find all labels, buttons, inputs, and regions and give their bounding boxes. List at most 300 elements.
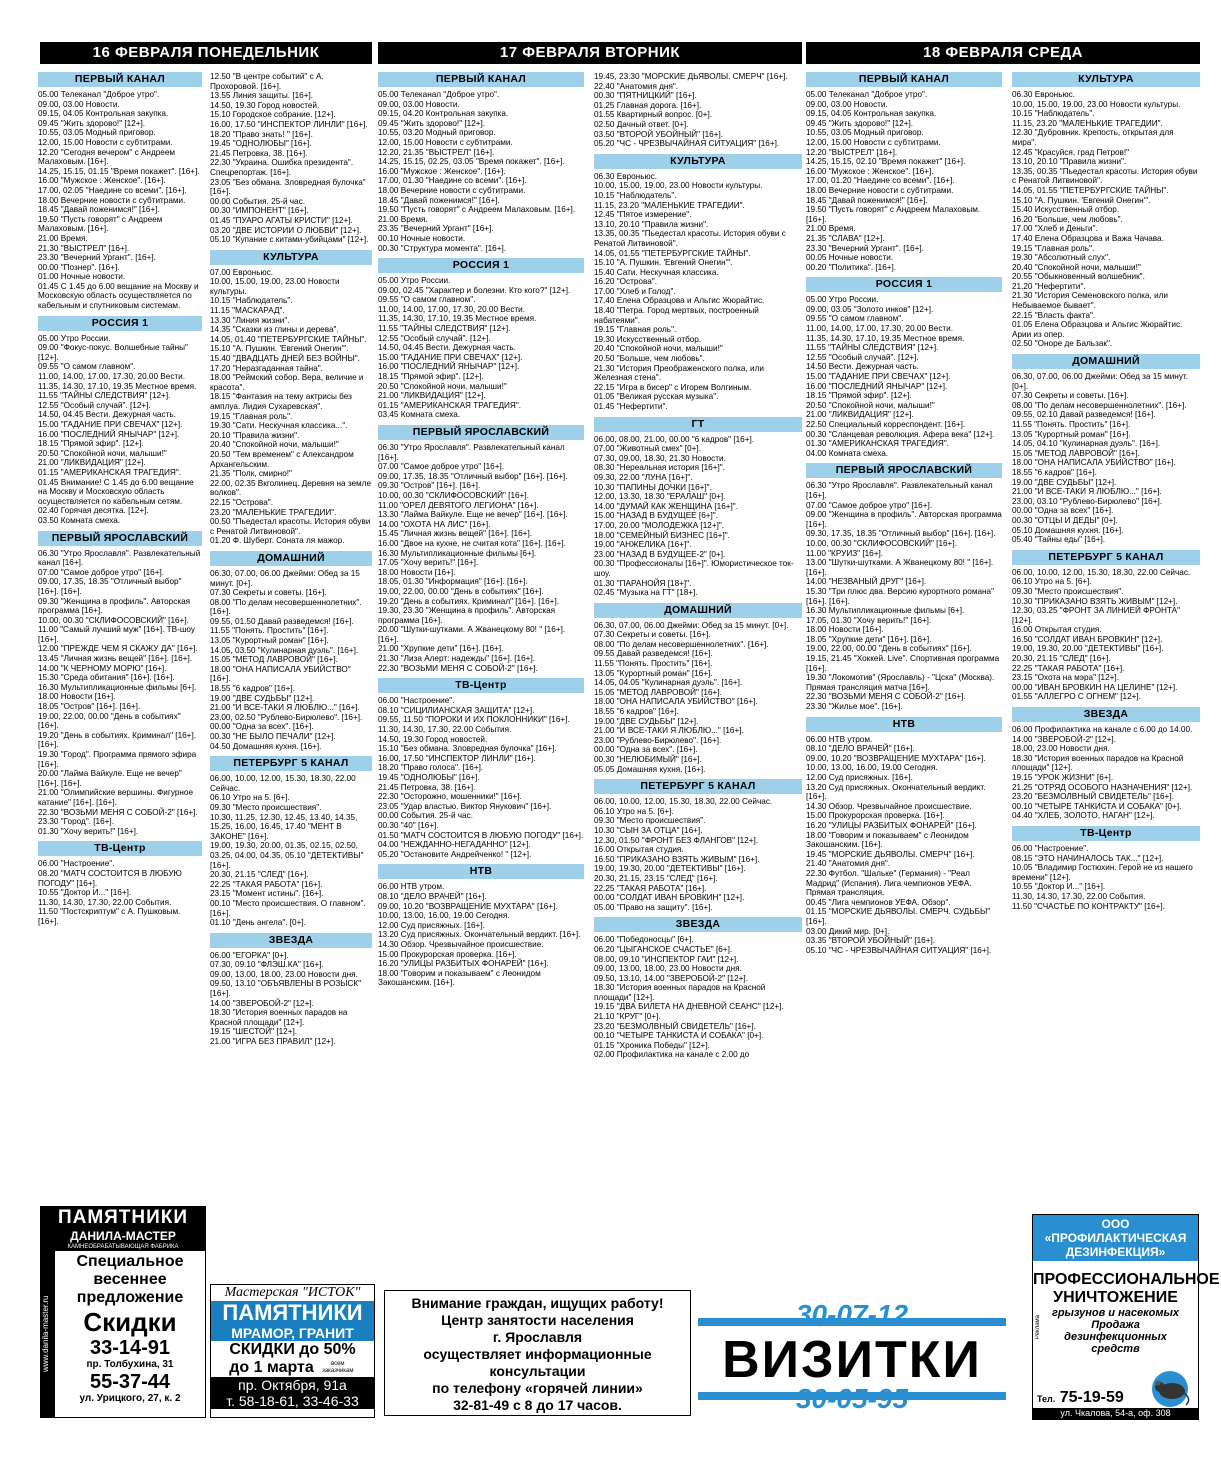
program-listing: 18.00 "Реймский собор. Вера, величие и красота". [210,373,364,392]
program-listing: 10.15 "Наблюдатель". [210,296,293,306]
program-listing: 19.15 "ДВА БИЛЕТА НА ДНЕВНОЙ СЕАНС" [12+]. [594,1002,784,1012]
program-listing: 07.30 Секреты и советы. [16+]. [594,630,711,640]
program-listing: 19.20 "День в событиях. Криминал" [16+]. [16+]. [38,730,197,750]
program-listing: 22.25 "ТАКАЯ РАБОТА" [16+]. [1012,663,1125,673]
program-listing: 01.30 "АМЕРИКАНСКАЯ ТРАГЕДИЯ". [806,439,950,449]
program-listing: 08.10 "ДЕЛО ВРАЧЕЙ" [16+]. [378,891,487,901]
column-6 [1012,72,1200,1206]
program-listing: 15.05 "МЕТОД ЛАВРОВОЙ" [16+]. [1012,448,1140,458]
program-listing: 16.00 Открытая студия. [1012,625,1102,635]
program-listing: 19.45, 23.30 "МОРСКИЕ ДЬЯВОЛЫ. СМЕРЧ" [16+]. [594,72,788,81]
program-listing: 06.10 Утро на 5. [6+]. [210,793,290,803]
program-listing: 17.00 "Хлеб и Деньги". [1012,224,1098,234]
program-listing: 18.05, 01.30 "Информация" [16+]. [16+]. [378,577,528,587]
program-listing: 18.00 Новости [16+]. [378,567,456,577]
program-listing: 15.10 "А. Пушкин. 'Евгений Онегин'". [594,258,733,268]
program-listing: 00.00 "Познер". [16+]. [38,262,120,272]
program-listing: 18.05 "Хрупкие дети" [16+]. [16+]. [806,634,932,644]
ad-line-1: ПРОФЕССИОНАЛЬНОЕ [1033,1271,1220,1288]
program-listing: 14.00 "К ЧЕРНОМУ МОРЮ" [16+]. [38,663,167,673]
program-listing: 17.20 "Неразгаданная тайна". [210,363,323,373]
program-listing: 21.30 "История Преображенского полка, или Железная стена". [594,363,764,383]
program-listing: 15.10 "Без обмана. Зловредная булочка" [16+]. [378,744,557,754]
program-listing: 09.50, 13.10 "ОБЪЯВЛЕНЫ В РОЗЫСК" [16+]. [210,979,362,999]
program-listing: 00.30 "40" [16+]. [378,820,439,830]
program-listing: 15.00 Прокурорская проверка. [16+]. [378,949,517,959]
program-listing: 16.30 Мультипликационные фильмы [6+]. [806,606,965,616]
program-listing: 14.00 "НЕЗВАНЫЙ ДРУГ" [16+]. [806,577,927,587]
program-listing: 07.00 "Самое доброе утро" [16+]. [378,462,505,472]
program-listing: 12.00, 15.00 Новости с субтитрами. [378,137,513,147]
program-listing: 18.05 "Остров" [16+]. [16+]. [38,702,141,712]
program-listing: 23.15 "Момент истины". [16+]. [210,889,324,899]
program-listing: 21.20 "Нефертити". [1012,281,1086,291]
program-listing: 01.05 Елена Образцова и Альгис Жюрайтис. Арии из опер. [1012,320,1183,339]
program-listing: 16.30 Мультипликационные фильмы [6+]. [378,548,537,558]
ad-address: ул. Чкалова, 54-а, оф. 308 [1033,1408,1198,1419]
program-listing: 09.00, 03.00 Новости. [38,99,120,109]
program-listing: 20.50 "Больше, чем любовь". [594,354,705,364]
program-listing: 05.20 "ЧС - ЧРЕЗВЫЧАЙНАЯ СИТУАЦИЯ" [16+]. [594,139,780,149]
program-listing: 09.15, 04.05 Контрольная закупка. [806,109,937,119]
program-listing: 10.15 "Наблюдатель". [594,190,677,200]
program-listing: 23.30 "Вечерний Ургант". [16+]. [38,253,156,263]
program-listing: 04.00 "НЕЖДАННО-НЕГАДАННО" [12+]. [378,840,531,850]
program-listing: 18.40 "Петра. Город мертвых, построенный набатеями". [594,306,759,325]
program-listing: 14.05, 01.40 "ПЕТЕРБУРГСКИЕ ТАЙНЫ". [210,334,367,344]
program-listing: 01.15 "АМЕРИКАНСКАЯ ТРАГЕДИЯ". [378,400,522,410]
program-listing: 15.45 "Личная жизнь вещей" [16+]. [16+]. [378,529,532,539]
program-listing: 06.30 Евроньюс. [594,171,657,181]
program-listing: 12.00 Суд присяжных. [16+]. [378,920,485,930]
program-listing: 09.00, 10.20 "ВОЗВРАЩЕНИЕ МУХТАРА" [16+]. [378,901,558,911]
program-listing: 18.15 "Прямой эфир". [12+]. [806,391,912,401]
program-listing: 19.15 "Главная роль". [594,325,677,335]
program-listing: 12.20 "ВЫСТРЕЛ" [16+]. [806,147,898,157]
program-listing: 09.30 "Место происшествия". [594,816,706,826]
program-listing: 18.55 "6 кадров" [16+]. [210,684,295,694]
program-listing: 01.05 "Великая русская музыка". [594,392,719,402]
program-listing: 01.30 "ПАРАНОЙЯ [18+]". [594,578,692,588]
program-listing: 20.50 "Спокойной ночи, малыши!" [806,400,935,410]
ad-phone-2: 30-05-95 [795,1383,909,1414]
program-listing: 10.00, 13.00, 16.00, 19.00 Сегодня. [378,911,510,921]
program-listing: 11.55 "ТАЙНЫ СЛЕДСТВИЯ" [12+]. [806,343,939,353]
program-listing: 21.10 "КРУГ" [0+]. [594,1012,661,1022]
program-listing: 15.30 "Среда обитания" [16+]. [16+]. [38,673,175,683]
channel-header: РОССИЯ 1 [806,277,1002,292]
column-5 [806,72,1002,1294]
notice-line-6: по телефону «горячей линии» [432,1380,643,1396]
program-listing: 17.05, 01.30 "Хочу верить!" [16+]. [806,615,932,625]
channel-header: ПЕРВЫЙ ЯРОСЛАВСКИЙ [806,463,1002,478]
ad-discount: Скидки [83,1307,177,1337]
program-listing: 18.15 "Прямой эфир". [12+]. [38,439,144,449]
program-listing: 14.50, 19.30 Город новостей. [210,100,320,110]
channel-header: ПЕРВЫЙ КАНАЛ [378,72,584,87]
program-listing: 09.15, 04.20 Контрольная закупка. [378,109,509,119]
ad-pamyatniki-istok [210,1284,375,1418]
program-listing: 00.45 "Лига чемпионов УЕФА. Обзор". [806,897,951,907]
channel-header: РОССИЯ 1 [378,258,584,273]
program-listing: 14.50, 19.30 Город новостей. [378,734,488,744]
program-listing: 10.30 "СЫН ЗА ОТЦА" [16+]. [594,825,703,835]
program-listing: 02.50 Дачный ответ. [0+]. [594,119,689,129]
program-listing: 05.05 Домашняя кухня. [16+]. [594,764,706,774]
program-listing: 01.10 "День ангела". [0+]. [210,918,306,928]
program-listing: 16.50 "СОЛДАТ ИВАН БРОВКИН" [12+]. [1012,634,1163,644]
program-listing: 19.45 "ОДНОЛЮБЫ" [16+]. [378,773,480,782]
program-listing: 12.45 "Красуйся, град Петров!" [1012,147,1130,157]
program-listing: 19.30 "Абсолютный слух". [1012,253,1111,263]
program-listing: 09.00, 10.20 "ВОЗВРАЩЕНИЕ МУХТАРА" [16+]. [806,753,986,763]
program-listing: 18.00 "ОНА НАПИСАЛА УБИЙСТВО" [16+]. [594,697,758,707]
program-listing: 01.55 "АЛЛЕГРО С ОГНЕМ" [12+]. [1012,692,1141,702]
program-listing: 12.55 "Особый случай". [12+]. [38,400,151,410]
program-listing: 06.00 "ЕГОРКА" [0+]. [210,950,289,960]
channel-header: ДОМАШНИЙ [1012,354,1200,369]
program-listing: 00.00 События. 25-й час. [378,811,473,821]
program-listing: 21.45 Петровка, 38. [16+]. [210,148,308,158]
program-listing: 22.30 Футбол. "Шальке" (Германия) - "Реал Мадрид" (Испания). Лига чемпионов УЕФА. Прямая трансляция. [806,868,972,898]
program-listing: 21.00 "ЛИКВИДАЦИЯ" [12+]. [806,410,914,420]
program-listing: 10.00, 15.00, 19.00, 23.00 Новости культуры. [1012,99,1181,109]
program-listing: 12.55 "Особый случай". [12+]. [378,333,491,343]
program-listing: 17.00, 01.20 "Наедине со всеми". [16+]. [806,176,955,186]
program-listing: 09.00, 03.00 Новости. [806,99,888,109]
program-listing: 06.00, 10.00, 12.00, 15.30, 18.30, 22.00 Сейчас. [594,797,773,807]
program-listing: 06.30, 07.00, 06.00 Джейми: Обед за 15 минут. [0+]. [210,568,360,588]
program-listing: 01.50 "МАТЧ СОСТОИТСЯ В ЛЮБУЮ ПОГОДУ" [16+]. [378,830,584,840]
program-listing: 00.30 "ИМПОНЕНТ" [16+]. [210,206,309,216]
program-listing: 20.30, 21.15 "СЛЕД" [16+]. [1012,654,1111,664]
program-listing: 09.00, 02.45 "Характер и болезни. Кто кого?" [12+]. [378,285,571,295]
program-listing: 09.00, 03.05 "Золото инков" [12+]. [806,304,934,314]
program-listing: 15.10 Городское собрание. [12+]. [210,110,336,120]
ad-studio: Мастерская "ИСТОК" [224,1285,361,1300]
program-listing: 00.00 "СОЛДАТ ИВАН БРОВКИН" [12+]. [594,893,745,903]
program-listing: 00.00 "Одна за всех". [16+]. [594,745,698,755]
ad-tel-label: Тел. [1037,1394,1056,1404]
program-listing: 09.30, 22.00 "ЛУНА [16+]". [594,472,693,482]
program-listing: 01.15 "МОРСКИЕ ДЬЯВОЛЫ. СМЕРЧ. СУДЬБЫ" [16+]. [806,907,991,926]
program-listing: 07.00 "Самое доброе утро" [16+]. [806,500,933,510]
program-listing: 05.00 "Право на защиту". [16+]. [594,902,713,912]
program-listing: 22.15 "Острова". [210,497,273,507]
program-listing: 16.00 "ПОСЛЕДНИЙ ЯНЫЧАР" [12+]. [806,381,948,391]
program-listing: 13.05 "Курортный роман" [16+]. [594,668,713,678]
program-listing: 00.00 "Одна за всех" [16+]. [1012,506,1114,516]
program-listing: 20.50 "Тем временем" с Александром Архангельским. [210,449,354,469]
program-listing: 11.55 "Понять. Простить" [16+]. [1012,420,1131,429]
program-listing: 18.00 Вечерние новости с субтитрами. [806,185,954,195]
program-listing: 12.00, 15.00 Новости с субтитрами. [38,137,173,147]
program-listing: 14.00 "ОХОТА НА ЛИС" [16+]. [378,519,491,529]
program-listing: 06.00 Профилактика на канале с 6.00 до 14.00. [1012,725,1193,735]
program-listing: 16.00 "ПОСЛЕДНИЙ ЯНЫЧАР" [12+]. [38,429,180,439]
program-listing: 00.05 Ночные новости. [806,253,894,263]
program-listing: 14.05, 03.50 "Кулинарная дуэль". [16+]. [210,645,359,655]
program-listing: 09.30 "Место происшествия". [1012,586,1124,596]
program-listing: 11.35, 14.30, 17.10, 19.35 Местное время. [378,314,537,324]
column-4 [594,72,802,1294]
channel-header: ТВ-Центр [38,841,202,856]
program-listing: 04.00 Комната смеха. [806,448,889,458]
program-listing: 03.35 "ВТОРОЙ УБОЙНЫЙ" [16+]. [806,936,936,946]
program-listing: 13.35, 00.35 "Пьедестал красоты. История обуви с Ренатой Литвиновой". [1012,166,1198,186]
program-listing: 12.30 "Дубровник. Крепость, открытая для мира". [1012,128,1174,147]
program-listing: 19.00, 19.30, 20.00 "ДЕТЕКТИВЫ" [16+]. [594,864,746,874]
program-listing: 09.30 "Место происшествия". [210,802,322,812]
ad-offer-line3: предложение [76,1289,184,1306]
program-listing: 01.55 Квартирный вопрос. [0+]. [594,110,713,120]
program-listing: 20.30, 21.15 "СЛЕД" [16+]. [210,870,309,880]
program-listing: 04.40 "ХЛЕБ, ЗОЛОТО, НАГАН" [12+]. [1012,811,1155,821]
program-listing: 01.25 Главная дорога. [16+]. [594,100,702,110]
program-listing: 09.55, 01.50 Давай разведемся! [16+]. [210,616,354,626]
program-listing: 14.25, 15.15, 02.25, 03.05 "Время покажет". [16+]. [378,157,565,167]
program-listing: 23.00, 02.50 "Рублево-Бирюлево". [16+]. [210,712,363,722]
program-listing: 22.15 "Игра в бисер" с Игорем Волгиным. [594,382,752,392]
program-listing: 17.40 Елена Образцова и Важа Чачава. [1012,233,1164,243]
program-listing: 19.45 "ОДНОЛЮБЫ" [16+]. [210,139,312,149]
program-listing: 06.00 "Настроение". [38,859,115,869]
program-listing: 09.55 Давай разведемся! [16+]. [594,649,713,659]
program-listing: 11.00, 14.00, 17.00, 17.30, 20.00 Вести. [378,304,526,314]
channel-header: ЗВЕЗДА [1012,707,1200,722]
program-listing: 14.25, 15.15, 02.10 "Время покажет" [16+]. [806,157,966,167]
ad-pamyatniki-danila [40,1206,206,1418]
program-listing: 21.25 "ОТРЯД ОСОБОГО НАЗНАЧЕНИЯ" [12+]. [1012,782,1193,792]
program-listing: 07.30, 09.00, 18.30, 21.30 Новости. [594,453,726,463]
program-listing: 22.00, 02.35 Вкголинец. Деревня на земле волков". [210,478,371,498]
ad-address-2: ул. Урицкого, 27, к. 2 [79,1393,181,1404]
program-listing: 23.30 "Вечерний Ургант". [16+]. [806,243,924,253]
program-listing: 21.30 "Лиза Алерт: надежды" [16+]. [16+]. [378,654,535,664]
program-listing: 22.30 "ВОЗЬМИ МЕНЯ С СОБОЙ-2" [16+]. [38,807,198,817]
program-listing: 08.00 "По делам несовершеннолетних". [16+]. [210,597,362,617]
program-listing: 11.30, 14.30, 17.30, 22.00 События. [38,897,172,907]
ad-title: ПАМЯТНИКИ [211,1301,374,1325]
program-listing: 07.00 Евроньюс. [210,267,273,277]
program-listing: 19.20 "День в событиях. Криминал" [16+]. [16+]. [378,596,560,606]
program-listing: 21.00 "ЛИКВИДАЦИЯ" [12+]. [38,458,146,468]
program-listing: 03.00 Дикий мир. [0+]. [806,926,890,936]
program-listing: 10.00, 15.00, 19.00, 23.00 Новости культуры. [594,181,763,191]
program-listing: 14.05, 04.05 "Кулинарная дуэль". [16+]. [594,678,743,688]
program-listing: 14.50, 04.45 Вести. Дежурная часть. [38,410,176,420]
program-listing: 19.00 "ДВЕ СУДЬБЫ" [12+]. [210,693,315,703]
ad-site: www.danila-master.ru [41,1251,55,1417]
program-listing: 11.15, 23.20 "МАЛЕНЬКИЕ ТРАГЕДИИ". [594,200,745,210]
channel-header: ПЕРВЫЙ ЯРОСЛАВСКИЙ [378,425,584,440]
program-listing: 10.00, 00.30 "СКЛИФОСОВСКИЙ" [16+]. [38,615,189,625]
program-listing: 21.00 "ИГРА БЕЗ ПРАВИЛ" [12+]. [210,1037,336,1047]
program-listing: 12.30, 01.50 "ФРОНТ БЕЗ ФЛАНГОВ" [12+]. [594,835,759,845]
program-listing: 10.55, 03.20 Модный приговор. [378,128,496,138]
program-listing: 15.30 "Три плюс два. Версию курортного романа" [16+]. [16+]. [806,586,995,606]
program-listing: 21.00 Время. [38,233,88,243]
program-listing: 19.00 "ДВЕ СУДЬБЫ" [12+]. [594,716,699,726]
program-listing: 21.00 Время. [806,224,856,234]
program-listing: 00.30 "Сланцевая революция. Афера века" [12+]. [806,429,995,439]
program-listing: 10.55 "Доктор И..." [16+]. [1012,882,1106,892]
program-listing: 01.15 "АМЕРИКАНСКАЯ ТРАГЕДИЯ". [38,467,182,477]
program-listing: 10.30, 11.25, 12.30, 12.45, 13.40, 14.35, 15.25, 16.00, 16.45, 17.40 "МЕНТ В ЗАКОНЕ" [16+]. [210,812,358,841]
program-listing: 18.00 Новости [16+]. [38,692,116,702]
program-listing: 18.30 "История военных парадов на Красной площади" [12+]. [1012,753,1184,773]
column-2 [210,72,372,1280]
ad-line-2: УНИЧТОЖЕНИЕ [1053,1289,1178,1306]
program-listing: 09.55 "О самом главном". [38,362,136,372]
program-listing: 07.30 Секреты и советы. [16+]. [210,588,327,598]
program-listing: 14.50, 04.45 Вести. Дежурная часть. [378,343,516,353]
program-listing: 06.00, 10.00, 12.00, 15.30, 18.30, 22.00 Сейчас. [210,774,356,793]
program-listing: 18.00 Вечерние новости с субтитрами. [378,185,526,195]
program-listing: 18.45 "Давай поженимся!" [16+]. [378,195,500,205]
program-listing: 18.00, 23.00 Новости дня. [1012,744,1110,754]
program-listing: 19.00, 22.00, 00.00 "День в событиях" [16+]. [38,711,181,731]
program-listing: 06.30, 07.00, 06.00 Джейми: Обед за 15 минут. [0+]. [1012,372,1189,391]
program-listing: 06.30 "Утро Ярославля". Развлекательный канал [16+]. [378,443,565,462]
ad-factory: КАМНЕОБРАБАТЫВАЮЩАЯ ФАБРИКА [41,1243,205,1251]
notice-line-5: консультации [489,1363,586,1379]
program-listing: 12.00 "ПРЕЖДЕ ЧЕМ Я СКАЖУ ДА" [16+]. [38,644,198,654]
program-listing: 09.00, 17.35, 18.35 "Отличный выбор" [16+]. [16+]. [378,471,568,481]
program-listing: 19.00 "АНЖЕЛИКА [16+]". [594,540,692,550]
program-listing: 18.15 "Фантазия на тему актрисы без амплуа. Лидия Сухаревская". [210,392,352,411]
channel-header: ПЕТЕРБУРГ 5 КАНАЛ [1012,550,1200,565]
program-listing: 06.20 "ЦЫГАНСКОЕ СЧАСТЬЕ" [6+]. [594,944,733,954]
program-listing: 14.50 Вести. Дежурная часть. [806,362,919,372]
program-listing: 10.55 "Доктор И..." [16+]. [38,888,132,898]
program-listing: 22.30 "ВОЗЬМИ МЕНЯ С СОБОЙ-2" [16+]. [378,663,538,673]
program-listing: 17.00, 02.05 "Наедине со всеми". [16+]. [38,185,187,195]
program-listing: 19.15 "Главная роль". [1012,243,1095,253]
program-listing: 08.10 "СИЦИЛИАНСКАЯ ЗАЩИТА" [12+]. [378,705,535,715]
program-listing: 06.10 Утро на 5. [6+]. [1012,577,1092,587]
notice-line-4: осуществляет информационные [423,1346,652,1362]
program-listing: 20.50 "Спокойной ночи, малыши!" [378,381,507,391]
program-listing: 15.40 Сати. Нескучная классика. [594,267,719,277]
program-listing: 01.45 "ПУАРО АГАТЫ КРИСТИ" [12+]. [210,215,353,225]
program-listing: 10.30 "ПАПИНЫ ДОЧКИ [16+]". [594,482,712,492]
program-listing: 10.00, 00.30 "СКЛИФОСОВСКИЙ" [16+]. [378,490,529,500]
ad-reklama: Реклама [1035,1315,1041,1340]
program-listing: 06.30 "Утро Ярославля". Развлекательный канал [16+]. [806,481,993,500]
program-listing: 13.45 "Личная жизнь вещей" [16+]. [16+]. [38,654,192,664]
program-listing: 12.00 Суд присяжных. [16+]. [806,773,913,782]
program-listing: 20.40 "Спокойной ночи, малыши!" [1012,262,1141,272]
program-listing: 18.00 Вечерние новости с субтитрами. [38,195,186,205]
program-listing: 13.30 "Линия жизни". [210,315,290,325]
program-listing: 13.00 "Шутки-шутками. А Жванецкому 80! " [16+]. [16+]. [806,558,994,577]
program-listing: 15.05 "МЕТОД ЛАВРОВОЙ" [16+]. [210,655,338,665]
program-listing: 23.20 "МАЛЕНЬКИЕ ТРАГЕДИИ". [210,507,337,517]
program-listing: 13.05 "Курортный роман" [16+]. [210,636,329,646]
program-listing: 18.30 "История военных парадов на Красной площади" [12+]. [210,1008,348,1027]
ad-title: ПАМЯТНИКИ [41,1207,205,1229]
program-listing: 01.20 Ф. Шуберт. Соната ля мажор. [210,536,345,546]
notice-line-7: 32-81-49 с 8 до 17 часов. [453,1397,622,1413]
ad-until: до 1 марта [229,1359,314,1376]
program-listing: 15.00 "НАЗАД В БУДУЩЕЕ [6+]". [594,511,718,521]
program-listing: 13.55 Линия защиты. [16+]. [210,91,314,101]
channel-header: КУЛЬТУРА [210,250,372,265]
program-listing: 18.20 "Право голоса". [16+]. [378,763,484,773]
channel-header: ПЕРВЫЙ КАНАЛ [38,72,202,87]
program-listing: 22.50 Специальный корреспондент. [16+]. [806,420,966,429]
program-listing: 19.45 "МОРСКИЕ ДЬЯВОЛЫ. СМЕРЧ" [16+]. [806,849,975,859]
ad-line-6: средств [1091,1343,1140,1355]
program-listing: 09.45 "Жить здорово!" [12+]. [38,118,146,128]
column-3 [378,72,584,1286]
program-listing: 00.30 "НЕ БЫЛО ПЕЧАЛИ" [12+]. [210,732,336,741]
program-listing: 12.30, 03.25 "ФРОНТ ЗА ЛИНИЕЙ ФРОНТА" [12+]. [1012,606,1181,625]
program-listing: 19.15 "УРОК ЖИЗНИ" [6+]. [1012,773,1114,782]
program-listing: 00.30 "ПЯТНИЦКИЙ" [16+]. [594,91,697,101]
program-listing: 16.00, 17.50 "ИНСПЕКТОР ЛИНЛИ" [16+]. [210,119,368,129]
program-listing: 06.00, 10.00, 12.00, 15.30, 18.30, 22.00 Сейчас. [1012,567,1191,577]
channel-header: ПЕРВЫЙ КАНАЛ [806,72,1002,87]
program-listing: 12.55 "Особый случай". [12+]. [806,352,919,362]
program-listing: 07.00 "Животный смех" [0+]. [594,444,701,454]
program-listing: 20.10 "Правила жизни". [210,430,300,440]
program-listing: 12.00, 13.30, 18.30 "ЕРАЛАШ" [0+]. [594,492,726,502]
channel-header: ПЕРВЫЙ ЯРОСЛАВСКИЙ [38,531,202,546]
program-listing: 14.05, 01.55 "ПЕТЕРБУРГСКИЕ ТАЙНЫ". [594,248,751,258]
program-listing: 19.50 "Пусть говорят" с Андреем Малаховым. [16+]. [378,205,576,215]
channel-header: НТВ [378,864,584,879]
channel-header: ГТ [594,417,802,432]
program-listing: 09.30 "Женщина в профиль". Авторская программа [16+]. [38,596,191,616]
program-listing: 01.45 Внимание! С 1.45 до 6.00 вещание на Москву и Московскую область осуществляется по кабельным сетям. [38,477,194,506]
program-listing: 18.20 "Право знать! " [16+]. [210,129,313,139]
program-listing: 16.00 "Мужское : Женское". [16+]. [38,176,166,186]
program-listing: 00.30 "ОТЦЫ И ДЕДЫ" [0+]. [1012,515,1118,525]
program-listing: 13.05 "Курортный роман" [16+]. [1012,429,1131,439]
program-listing: 13.20 Суд присяжных. Окончательный вердикт. [16+]. [378,930,581,940]
program-listing: 14.25, 15.15, 01.15 "Время покажет". [16+]. [38,166,200,176]
program-listing: 11.15, 23.20 "МАЛЕНЬКИЕ ТРАГЕДИИ". [1012,118,1163,128]
program-listing: 12.45 "Пятое измерение". [594,210,692,220]
program-listing: 19.30 "Город". Программа прямого эфира [16+]. [38,750,197,769]
program-listing: 11.00 "Самый лучший муж" [16+]. ТВ-шоу [16+]. [38,625,195,644]
program-listing: 23.15 "Охота на мэра" [12+]. [1012,673,1119,683]
ad-brand: ДАНИЛА-МАСТЕР [41,1229,205,1243]
program-listing: 09.00 "Женщина в профиль". Авторская программа [16+]. [806,510,1002,529]
program-listing: 11.55 "Понять. Простить" [16+]. [210,626,329,636]
program-listing: 21.45 Петровка, 38. [16+]. [378,782,476,792]
program-listing: 15.40 "ДВАДЦАТЬ ДНЕЙ БЕЗ ВОЙНЫ". [210,354,360,364]
program-listing: 11.35, 14.30, 17.10, 19.35 Местное время. [38,381,197,391]
program-listing: 17.00, 01.30 "Наедине со всеми". [16+]. [378,176,527,186]
program-listing: 09.00, 13.00, 18.00, 23.00 Новости дня. [594,964,742,974]
program-listing: 01.45 "Нефертити". [594,402,668,411]
ad-phone [1037,1389,1124,1407]
program-listing: 22.30 "ВОЗЬМИ МЕНЯ С СОБОЙ-2" [16+]. [806,692,966,702]
program-listing: 19.30 Искусственный отбор. [594,334,702,344]
program-listing: 16.20 "УЛИЦЫ РАЗБИТЫХ ФОНАРЕЙ" [16+]. [806,820,977,830]
program-listing: 18.00 "СЕМЕЙНЫЙ БИЗНЕС [16+]". [594,530,730,540]
ad-org: ООО «ПРОФИЛАКТИЧЕСКАЯ ДЕЗИНФЕКЦИЯ» [1033,1215,1198,1261]
program-listing: 00.10 "ЧЕТЫРЕ ТАНКИСТА И СОБАКА" [0+]. [1012,801,1182,811]
program-listing: 23.00 "Рублево-Бирюлево". [16+]. [594,735,722,745]
program-listing: 08.10 "ДЕЛО ВРАЧЕЙ" [16+]. [806,744,915,754]
program-listing: 00.50 "Пьедестал красоты. История обуви с Ренатой Литвиновой". [210,517,371,536]
program-listing: 11.55 "ТАЙНЫ СЛЕДСТВИЯ" [12+]. [378,324,511,334]
program-listing: 15.00 "ГАДАНИЕ ПРИ СВЕЧАХ" [12+]. [806,372,951,382]
